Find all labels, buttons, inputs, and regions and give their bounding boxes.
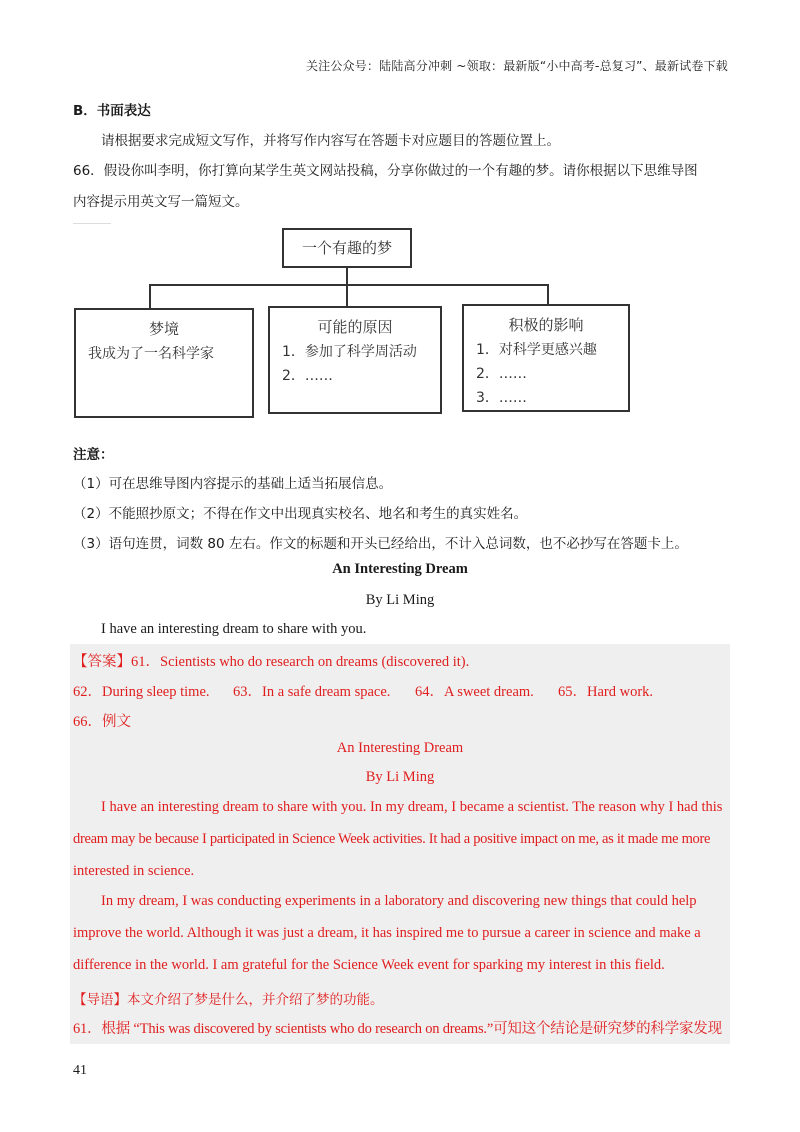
instruction-text: 请根据要求完成短文写作，并将写作内容写在答题卡对应题目的答题位置上。 bbox=[101, 133, 560, 149]
branch-impact-title: 积极的影响 bbox=[508, 316, 584, 334]
note-3: （3）语句连贯，词数 80 左右。作文的标题和开头已经给出，不计入总词数，也不必抄写在答题卡上。 bbox=[73, 536, 688, 552]
mind-map-branch-reasons bbox=[268, 306, 442, 414]
branch-impact-item-1: 1．对科学更感兴趣 bbox=[476, 342, 597, 358]
model-essay-p1-line-1: I have an interesting dream to share with you. In my dream, I became a scientist. The reason why I had this bbox=[101, 799, 723, 815]
section-title: B．书面表达 bbox=[73, 103, 151, 119]
model-essay-p2-line-1: In my dream, I was conducting experiments in a laboratory and discovering new things that could help bbox=[101, 893, 697, 909]
branch-reasons-item-1: 1．参加了科学周活动 bbox=[282, 344, 417, 360]
branch-dream-title: 梦境 bbox=[148, 320, 179, 338]
model-essay-p1-line-2: dream may be because I participated in Science Week activities. It had a positive impact on me, as it made me more bbox=[73, 831, 711, 847]
page-number: 41 bbox=[73, 1063, 87, 1078]
essay-author: By Li Ming bbox=[365, 592, 435, 608]
answer-64: 64．A sweet dream. bbox=[415, 684, 534, 700]
branch-impact-item-3: 3．…… bbox=[476, 390, 527, 406]
question-66-line-1: 66．假设你叫李明，你打算向某学生英文网站投稿，分享你做过的一个有趣的梦。请你根据以下思维导图 bbox=[73, 163, 698, 179]
mind-map-branch-impact bbox=[462, 304, 630, 412]
model-essay-p2-line-3: difference in the world. I am grateful for the Science Week event for sparking my interest in this field. bbox=[73, 957, 665, 973]
model-essay-title: An Interesting Dream bbox=[336, 740, 464, 756]
connector-middle bbox=[346, 284, 348, 307]
essay-opening: I have an interesting dream to share with you. bbox=[101, 621, 367, 637]
answer-63: 63．In a safe dream space. bbox=[233, 684, 391, 700]
mind-map-root: 一个有趣的梦 bbox=[282, 228, 412, 268]
answer-62: 62．During sleep time. bbox=[73, 684, 210, 700]
notes-title: 注意： bbox=[73, 447, 114, 463]
answer-65: 65．Hard work. bbox=[558, 684, 654, 700]
answer-66-label: 66．例文 bbox=[73, 714, 131, 730]
page-header: 关注公众号：陆陆高分冲刺 ~领取：最新版“小中高考-总复习”、最新试卷下载 bbox=[305, 59, 728, 73]
branch-reasons-title: 可能的原因 bbox=[317, 318, 393, 336]
explanation-61: 61．根据 “This was discovered by scientists who do research on dreams.”可知这个结论是研究梦的科学家发现 bbox=[73, 1021, 722, 1037]
connector-left bbox=[149, 284, 151, 309]
essay-title: An Interesting Dream bbox=[332, 561, 468, 577]
note-2: （2）不能照抄原文；不得在作文中出现真实校名、地名和考生的真实姓名。 bbox=[73, 506, 528, 522]
branch-impact-item-2: 2．…… bbox=[476, 366, 527, 382]
scan-artifact bbox=[73, 223, 111, 224]
mind-map-branch-dream bbox=[74, 308, 254, 418]
note-1: （1）可在思维导图内容提示的基础上适当拓展信息。 bbox=[73, 476, 393, 492]
connector-horizontal bbox=[149, 284, 549, 286]
mind-map bbox=[74, 226, 634, 420]
branch-reasons-item-2: 2．…… bbox=[282, 368, 333, 384]
connector-right bbox=[547, 284, 549, 305]
model-essay-p2-line-2: improve the world. Although it was just a dream, it has inspired me to pursue a career in science and make a bbox=[73, 925, 701, 941]
question-66-line-2: 内容提示用英文写一篇短文。 bbox=[73, 194, 249, 210]
model-essay-author: By Li Ming bbox=[365, 769, 435, 785]
guide-text: 【导语】本文介绍了梦是什么，并介绍了梦的功能。 bbox=[73, 992, 384, 1008]
model-essay-p1-line-3: interested in science. bbox=[73, 863, 195, 879]
answer-61: 【答案】61．Scientists who do research on dreams (discovered it). bbox=[73, 654, 470, 670]
branch-dream-item: 我成为了一名科学家 bbox=[88, 346, 214, 362]
